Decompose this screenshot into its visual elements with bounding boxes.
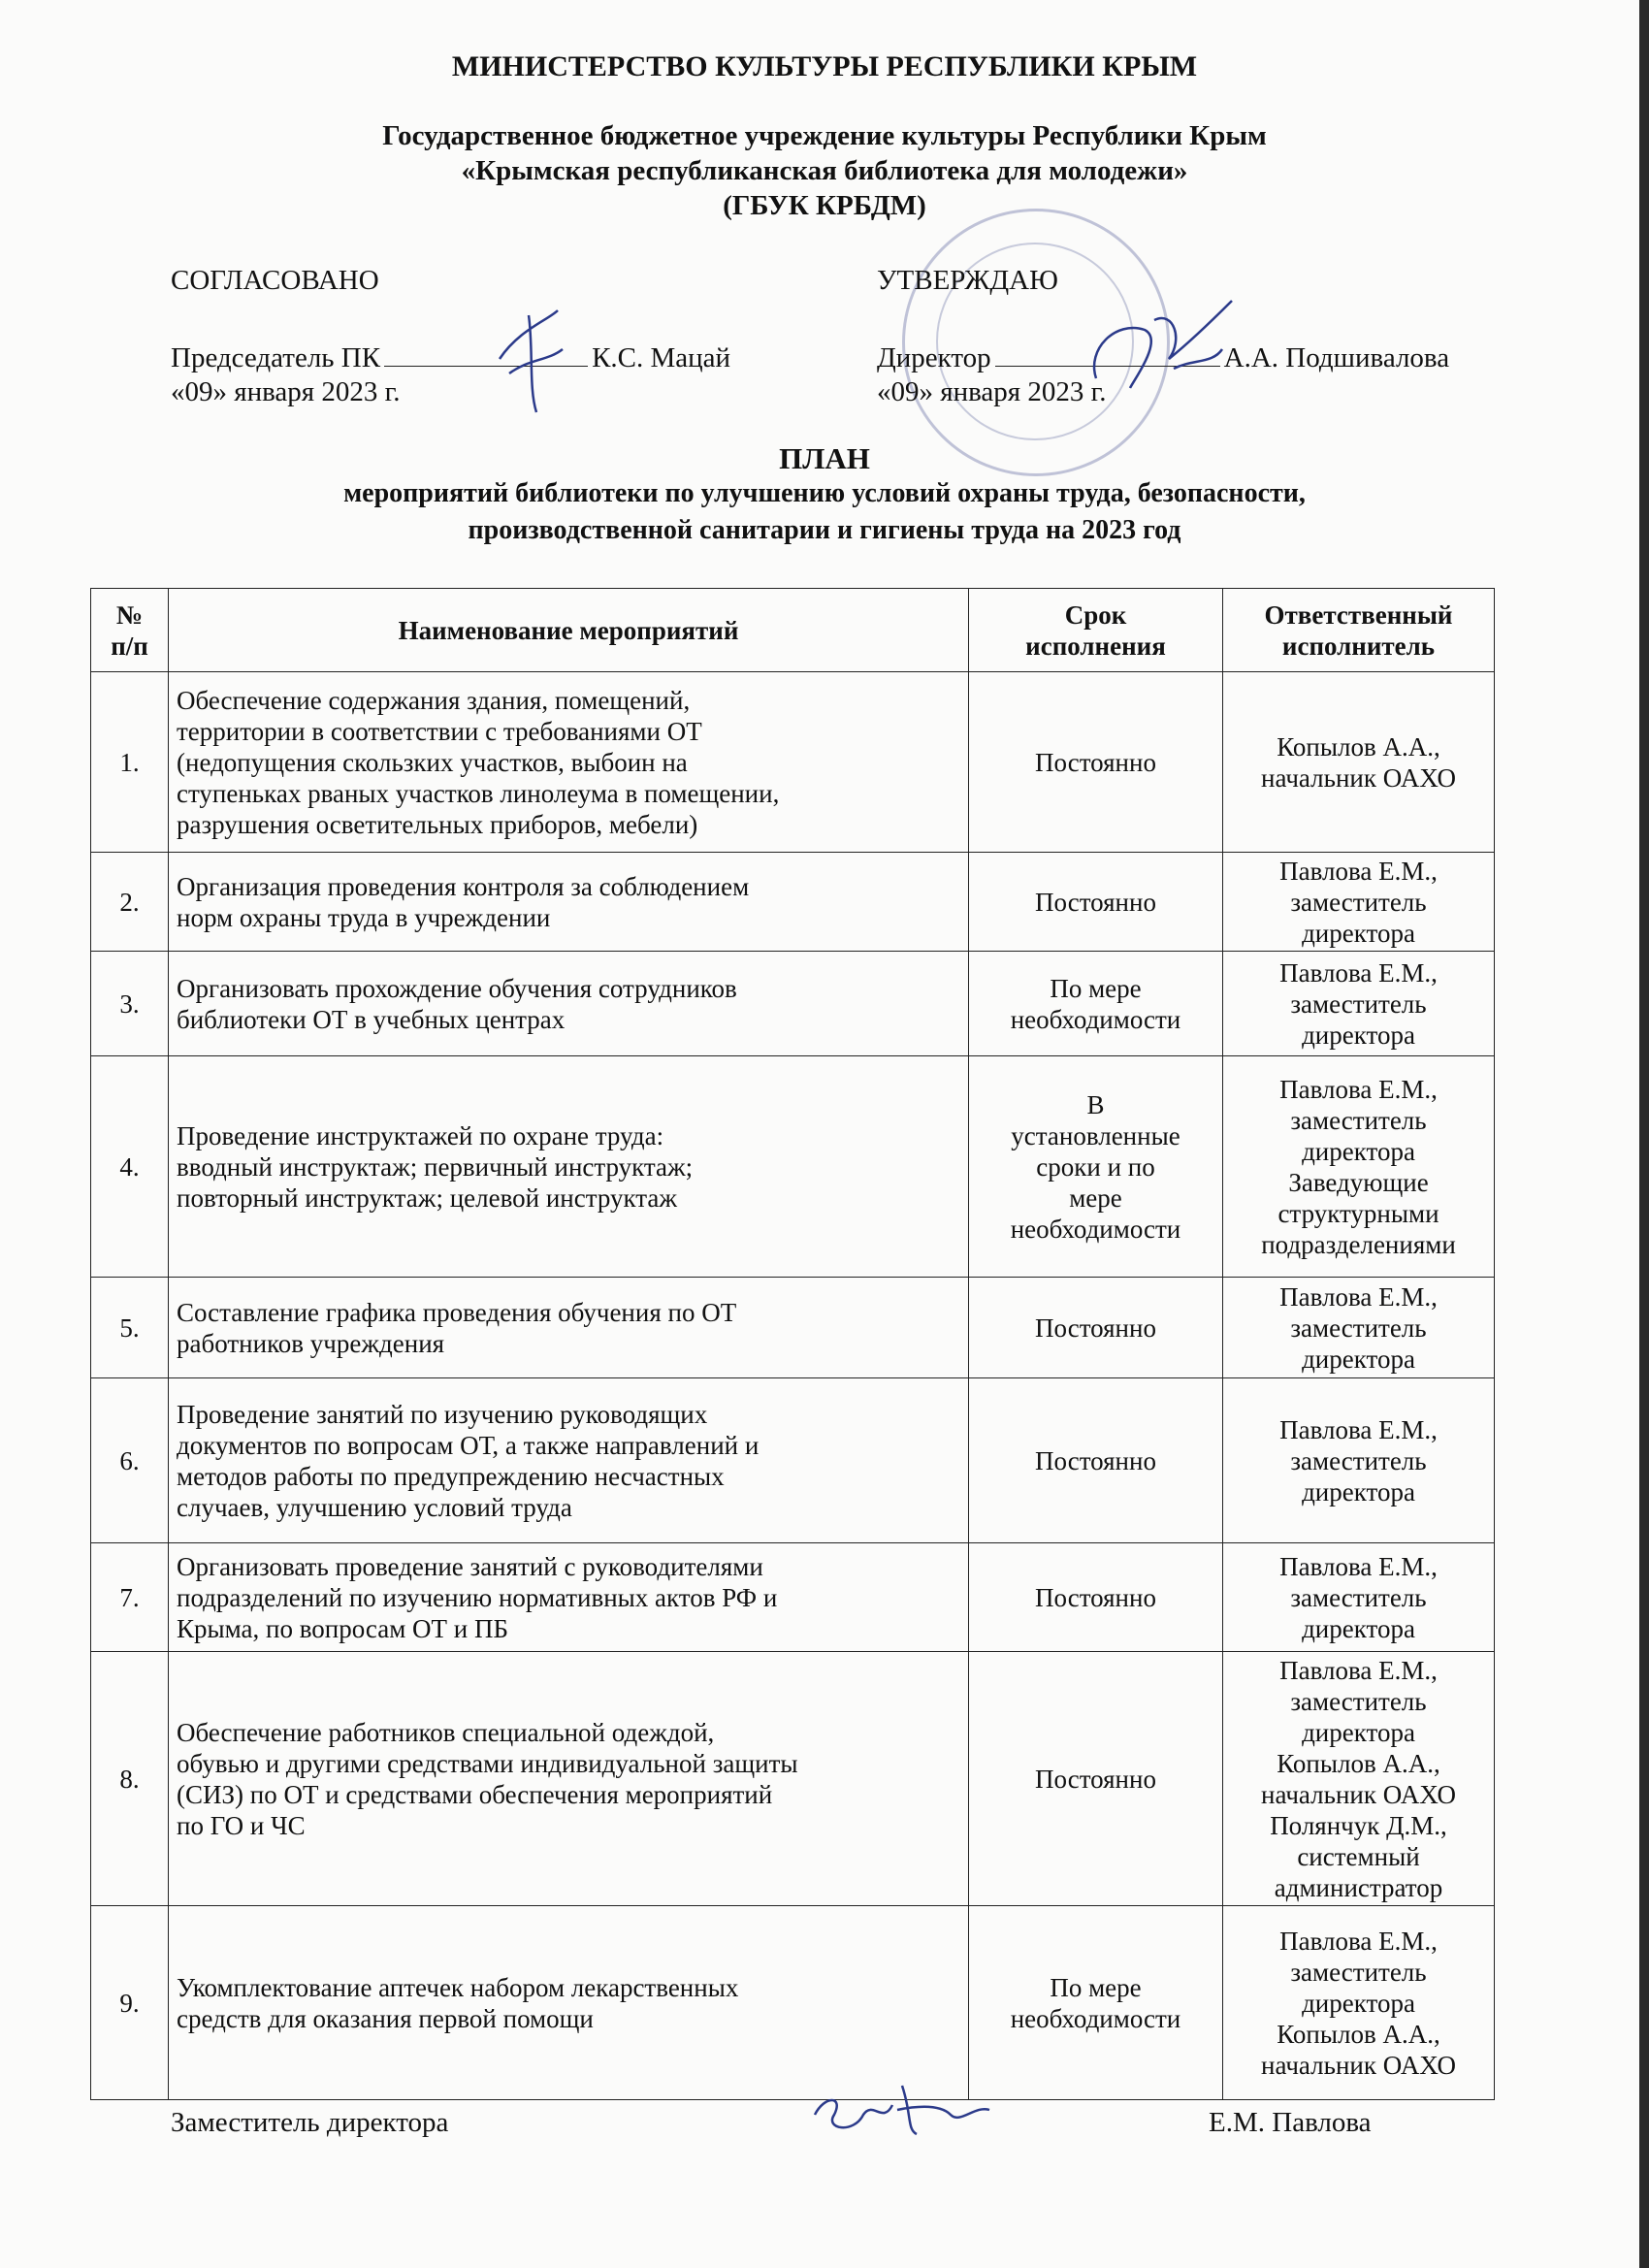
deadline: [969, 1543, 1223, 1652]
responsible-line: заместитель: [1290, 1582, 1427, 1612]
responsible-line: Копылов А.А.,: [1277, 1748, 1440, 1778]
activity-name-line: Проведение занятий по изучению руководящих: [177, 1399, 708, 1429]
responsible-line: директора: [1302, 1476, 1415, 1507]
footer-name: Е.М. Павлова: [1209, 2107, 1372, 2138]
table-row: [91, 952, 1495, 1056]
activity-name-line: повторный инструктаж; целевой инструктаж: [177, 1183, 678, 1213]
responsible-line: Павлова Е.М.,: [1279, 1281, 1438, 1312]
responsible-line: заместитель: [1290, 1445, 1427, 1475]
activity-name-line: Организовать проведение занятий с руководителями: [177, 1551, 763, 1581]
responsible: [1223, 1543, 1495, 1652]
org-name-line2: «Крымская республиканская библиотека для молодежи»: [461, 155, 1188, 186]
row-number: 8.: [91, 1652, 169, 1906]
deadline: [969, 1056, 1223, 1278]
responsible-line: заместитель: [1290, 1686, 1427, 1716]
responsible-line: Копылов А.А.,: [1277, 731, 1440, 761]
deadline-line: В: [1086, 1089, 1105, 1119]
activity-name: [169, 1543, 969, 1652]
responsible: [1223, 672, 1495, 853]
deadline-line: необходимости: [1010, 2003, 1181, 2033]
activity-name-line: случаев, улучшению условий труда: [177, 1492, 572, 1522]
deadline-line: Постоянно: [1035, 1445, 1156, 1475]
responsible-line: структурными: [1277, 1198, 1439, 1228]
activity-name: [169, 1278, 969, 1378]
responsible-line: Павлова Е.М.,: [1279, 1926, 1438, 1956]
approve-label: УТВЕРЖДАЮ: [877, 265, 1058, 296]
approve-position: Директор: [877, 342, 991, 373]
activity-name-line: обувью и другими средствами индивидуальной защиты: [177, 1748, 798, 1778]
deadline-line: Постоянно: [1035, 747, 1156, 777]
responsible-line: заместитель: [1290, 887, 1427, 917]
activity-name-line: средств для оказания первой помощи: [177, 2003, 594, 2033]
responsible: [1223, 1278, 1495, 1378]
responsible-line: начальник ОАХО: [1261, 762, 1456, 793]
scan-edge: [1639, 0, 1649, 2268]
plan-table: [90, 588, 1495, 2100]
responsible-line: директора: [1302, 1020, 1415, 1050]
deadline-line: Постоянно: [1035, 887, 1156, 917]
org-name-line1: Государственное бюджетное учреждение культуры Республики Крым: [382, 120, 1267, 151]
responsible-line: системный: [1297, 1841, 1420, 1871]
table-row: [91, 1056, 1495, 1278]
responsible-line: директора: [1302, 1613, 1415, 1643]
activity-name-line: Организация проведения контроля за соблюдением: [177, 871, 750, 901]
deadline-line: установленные: [1011, 1120, 1180, 1150]
activity-name-line: вводный инструктаж; первичный инструктаж;: [177, 1151, 694, 1182]
activity-name-line: Проведение инструктажей по охране труда:: [177, 1120, 664, 1150]
activity-name-line: Составление графика проведения обучения по ОТ: [177, 1297, 737, 1327]
deadline: [969, 1652, 1223, 1906]
activity-name-line: ступеньках рваных участков линолеума в помещении,: [177, 778, 780, 808]
row-number: 2.: [91, 853, 169, 952]
activity-name-line: норм охраны труда в учреждении: [177, 902, 551, 932]
header-name: Наименование мероприятий: [169, 589, 969, 672]
row-number: 9.: [91, 1906, 169, 2100]
deadline-line: Постоянно: [1035, 1582, 1156, 1612]
plan-title: ПЛАН: [779, 441, 870, 475]
deadline: [969, 853, 1223, 952]
responsible-line: Павлова Е.М.,: [1279, 1074, 1438, 1104]
footer-position: Заместитель директора: [171, 2107, 449, 2138]
activity-name: [169, 1652, 969, 1906]
responsible-line: Павлова Е.М.,: [1279, 1655, 1438, 1685]
responsible-line: директора: [1302, 1717, 1415, 1747]
approve-date: «09» января 2023 г.: [877, 376, 1107, 407]
activity-name-line: Организовать прохождение обучения сотрудников: [177, 973, 737, 1003]
responsible-line: заместитель: [1290, 1957, 1427, 1987]
responsible: [1223, 952, 1495, 1056]
ministry-heading: МИНИСТЕРСТВО КУЛЬТУРЫ РЕСПУБЛИКИ КРЫМ: [451, 50, 1198, 82]
agreed-signature-line: [171, 339, 730, 374]
responsible-line: Павлова Е.М.,: [1279, 856, 1438, 886]
deadline-line: необходимости: [1010, 1004, 1181, 1034]
activity-name-line: методов работы по предупреждению несчастных: [177, 1461, 725, 1491]
responsible-line: начальник ОАХО: [1261, 1779, 1456, 1809]
approve-name: А.А. Подшивалова: [1223, 342, 1450, 373]
header-num: № п/п: [91, 589, 169, 672]
row-number: 5.: [91, 1278, 169, 1378]
activity-name-line: по ГО и ЧС: [177, 1810, 306, 1840]
activity-name-line: документов по вопросам ОТ, а также направлений и: [177, 1430, 760, 1460]
deadline: [969, 1378, 1223, 1543]
activity-name-line: подразделений по изучению нормативных актов РФ и: [177, 1582, 778, 1612]
activity-name: [169, 1378, 969, 1543]
table-row: [91, 853, 1495, 952]
agreed-name: К.С. Мацай: [592, 342, 731, 373]
row-number: 1.: [91, 672, 169, 853]
activity-name-line: разрушения осветительных приборов, мебели): [177, 809, 698, 839]
responsible-line: администратор: [1274, 1872, 1443, 1902]
activity-name: [169, 1906, 969, 2100]
deadline-line: мере: [1069, 1183, 1122, 1213]
responsible: [1223, 1056, 1495, 1278]
deadline-line: По мере: [1050, 1972, 1142, 2002]
activity-name: [169, 672, 969, 853]
responsible-line: заместитель: [1290, 988, 1427, 1019]
handwritten-signature-left: [490, 291, 577, 417]
header-responsible: Ответственный исполнитель: [1223, 589, 1495, 672]
activity-name-line: (недопущения скользких участков, выбоин на: [177, 747, 688, 777]
handwritten-signature-right: [1077, 291, 1242, 407]
agreed-position: Председатель ПК: [171, 342, 381, 373]
plan-subtitle-line1: мероприятий библиотеки по улучшению условий охраны труда, безопасности,: [343, 478, 1306, 508]
table-row: [91, 1906, 1495, 2100]
row-number: 3.: [91, 952, 169, 1056]
deadline-line: По мере: [1050, 973, 1142, 1003]
activity-name-line: работников учреждения: [177, 1328, 445, 1358]
activity-name-line: Укомплектование аптечек набором лекарственных: [177, 1972, 739, 2002]
table-row: [91, 1278, 1495, 1378]
table-row: [91, 1652, 1495, 1906]
table-row: [91, 1378, 1495, 1543]
responsible-line: директора: [1302, 1988, 1415, 2018]
row-number: 7.: [91, 1543, 169, 1652]
responsible: [1223, 1906, 1495, 2100]
activity-name: [169, 853, 969, 952]
activity-name-line: территории в соответствии с требованиями ОТ: [177, 716, 702, 746]
responsible-line: Павлова Е.М.,: [1279, 957, 1438, 988]
table-row: [91, 1543, 1495, 1652]
responsible-line: заместитель: [1290, 1105, 1427, 1135]
deadline-line: Постоянно: [1035, 1764, 1156, 1794]
responsible-line: директора: [1302, 1344, 1415, 1374]
deadline: [969, 1906, 1223, 2100]
activity-name: [169, 1056, 969, 1278]
deadline: [969, 672, 1223, 853]
responsible-line: начальник ОАХО: [1261, 2050, 1456, 2080]
deadline-line: необходимости: [1010, 1214, 1181, 1244]
responsible-line: Полянчук Д.М.,: [1270, 1810, 1447, 1840]
header-term: Срок исполнения: [969, 589, 1223, 672]
plan-subtitle-line2: производственной санитарии и гигиены труда на 2023 год: [468, 515, 1181, 545]
org-name-line3: (ГБУК КРБДМ): [723, 190, 926, 221]
row-number: 6.: [91, 1378, 169, 1543]
responsible: [1223, 1378, 1495, 1543]
responsible-line: директора: [1302, 918, 1415, 948]
responsible-line: Павлова Е.М.,: [1279, 1551, 1438, 1581]
deadline: [969, 952, 1223, 1056]
responsible: [1223, 1652, 1495, 1906]
activity-name: [169, 952, 969, 1056]
responsible-line: Заведующие: [1288, 1167, 1429, 1197]
handwritten-signature-footer: [805, 2076, 999, 2144]
responsible-line: заместитель: [1290, 1312, 1427, 1343]
deadline-line: Постоянно: [1035, 1312, 1156, 1343]
agreed-label: СОГЛАСОВАНО: [171, 265, 379, 296]
deadline-line: сроки и по: [1036, 1151, 1155, 1182]
activity-name-line: (СИЗ) по ОТ и средствами обеспечения мероприятий: [177, 1779, 773, 1809]
table-row: [91, 672, 1495, 853]
deadline: [969, 1278, 1223, 1378]
responsible-line: Павлова Е.М.,: [1279, 1414, 1438, 1444]
agreed-date: «09» января 2023 г.: [171, 376, 401, 407]
responsible-line: подразделениями: [1261, 1229, 1456, 1259]
row-number: 4.: [91, 1056, 169, 1278]
activity-name-line: библиотеки ОТ в учебных центрах: [177, 1004, 566, 1034]
activity-name-line: Крыма, по вопросам ОТ и ПБ: [177, 1613, 508, 1643]
table-header-row: [91, 589, 1495, 672]
responsible-line: Копылов А.А.,: [1277, 2019, 1440, 2049]
responsible: [1223, 853, 1495, 952]
responsible-line: директора: [1302, 1136, 1415, 1166]
activity-name-line: Обеспечение работников специальной одеждой,: [177, 1717, 715, 1747]
activity-name-line: Обеспечение содержания здания, помещений,: [177, 685, 691, 715]
